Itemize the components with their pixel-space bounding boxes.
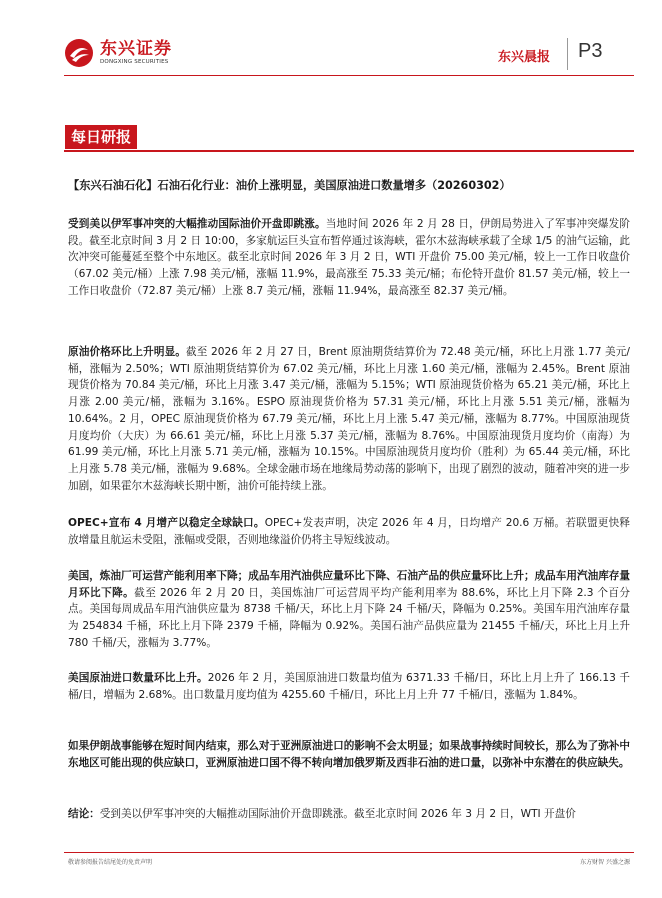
paragraph-lead: 美国原油进口数量环比上升。 xyxy=(68,672,208,684)
paragraph-1 xyxy=(68,216,630,300)
paragraph-6 xyxy=(68,738,630,771)
paragraph-3 xyxy=(68,515,630,548)
header-rule xyxy=(64,75,634,76)
paragraph-body: 当地时间 2026 年 2 月 28 日，伊朗局势进入了军事冲突爆发阶段。截至北京时间 3 月 2 日 10:00，多家航运巨头宣布暂停通过该海峡，霍尔木兹海峡承载了全球 1/5 的油气运输，此次冲突可能蔓延至整个中东地区。截至北京时间 2026 年 3 月 2 日，WTI 开盘价 75.00 美元/桶，较上一工作日收盘价（67.02 美元/桶）上涨 7.98 美元/桶，涨幅 11.9%，最高涨至 75.33 美元/桶；布伦特开盘价 81.57 美元/桶，较上一工作日收盘价（72.87 美元/桶）上涨 8.7 美元/桶，涨幅 11.94%，最高涨至 82.37 美元/桶。 xyxy=(68,218,630,297)
paragraph-5 xyxy=(68,670,630,703)
page-number: P3 xyxy=(578,40,603,62)
paragraph-body: 受到美以伊军事冲突的大幅推动国际油价开盘即跳涨。截至北京时间 2026 年 3 月 2 日，WTI 开盘价 xyxy=(99,808,576,820)
paragraph-body: 截至 2026 年 2 月 27 日，Brent 原油期货结算价为 72.48 美元/桶，环比上月涨 1.77 美元/桶，涨幅为 2.50%；WTI 原油期货结算价为 67.02 美元/桶，环比上月涨 1.60 美元/桶，涨幅为 2.45%。Brent 原油现货价格为 70.84 美元/桶，环比上月涨 3.47 美元/桶，涨幅为 5.15%；WTI 原油现货价格为 65.21 美元/桶，环比上月涨 2.00 美元/桶，涨幅为 3.16%。ESPO 原油现货价格为 57.31 美元/桶，环比上月涨 5.51 美元/桶，涨幅为 10.64%。2 月，OPEC 原油现货价格为 67.79 美元/桶，环比上月上涨 5.47 美元/桶，涨幅为 8.77%。中国原油现货月度均价（大庆）为 66.61 美元/桶，环比上月涨 5.37 美元/桶，涨幅为 8.76%。中国原油现货月度均价（南海）为 61.99 美元/桶，环比上月涨 5.71 美元/桶，涨幅为 10.15%。中国原油现货月度均价（胜利）为 65.44 美元/桶，环比上月涨 5.78 美元/桶，涨幅为 9.68%。全球金融市场在地缘局势动荡的影响下，出现了剧烈的波动，随着冲突的进一步加剧，如果霍尔木兹海峡长期中断，油价可能持续上涨。 xyxy=(68,346,630,492)
paragraph-body: 2026 年 2 月，美国原油进口数量均值为 6371.33 千桶/日，环比上月上升了 166.13 千桶/日，增幅为 2.68%。出口数量月度均值为 4255.60 千桶/日，环比上月上升 77 千桶/日，涨幅为 1.84%。 xyxy=(68,672,630,701)
footer-rule xyxy=(64,852,634,853)
paragraph-7 xyxy=(68,806,630,823)
paragraph-lead: 美国，炼油厂可运营产能利用率下降；成品车用汽油供应量环比下降、石油产品的供应量环比上升；成品车用汽油库存量月环比下降。 xyxy=(68,570,630,599)
paragraph-2 xyxy=(68,344,630,494)
paragraph-lead: OPEC+宣布 4 月增产以稳定全球缺口。 xyxy=(68,517,265,529)
paragraph-body: 截至 2026 年 2 月 20 日，美国炼油厂可运营周平均产能利用率为 88.6%，环比上月下降 2.3 个百分点。美国每周成品车用汽油供应量为 8738 千桶/天，环比上月下降 24 千桶/天，降幅为 0.25%。美国车用汽油库存量为 254834 千桶，环比上月下降 2379 千桶，降幅为 0.92%。美国石油产品供应量为 21455 千桶/天，环比上月上升 780 千桶/天，涨幅为 3.77%。 xyxy=(68,586,630,649)
paragraph-lead: 原油价格环比上升明显。 xyxy=(68,346,187,358)
company-name-en: DONGXING SECURITIES xyxy=(100,59,169,65)
company-logo xyxy=(64,38,172,68)
section-tag: 每日研报 xyxy=(65,125,137,149)
company-name-cn: 东兴证券 xyxy=(100,39,172,59)
paragraph-lead: 如果伊朗战事能够在短时间内结束，那么对于亚洲原油进口的影响不会太明显；如果战事持续时间较长，那么为了弥补中东地区可能出现的供应缺口，亚洲原油进口国不得不转向增加俄罗斯及西非石油的进口量，以弥补中东潜在的供应缺失。 xyxy=(68,740,630,769)
paragraph-body: OPEC+发表声明，决定 2026 年 4 月，日均增产 20.6 万桶。若联盟更快释放增量且航运未受阻，涨幅或受限，否则地缘溢价仍将主导短线波动。 xyxy=(68,517,631,546)
page-header xyxy=(0,0,662,80)
paragraph-lead: 结论： xyxy=(68,808,100,820)
paragraph-4 xyxy=(68,568,630,652)
dongxing-logo-icon xyxy=(64,38,94,68)
header-divider xyxy=(567,38,568,70)
document-title: 【东兴石油石化】石油石化行业：油价上涨明显，美国原油进口数量增多（20260302） xyxy=(68,179,511,192)
report-name: 东兴晨报 xyxy=(498,50,551,65)
paragraph-lead: 受到美以伊军事冲突的大幅推动国际油价开盘即跳涨。 xyxy=(68,218,326,230)
footer-slogan: 东方财智 兴盛之源 xyxy=(580,859,630,866)
footer-disclaimer: 敬请参阅报告结尾处的免责声明 xyxy=(68,859,153,866)
section-rule xyxy=(64,150,634,152)
